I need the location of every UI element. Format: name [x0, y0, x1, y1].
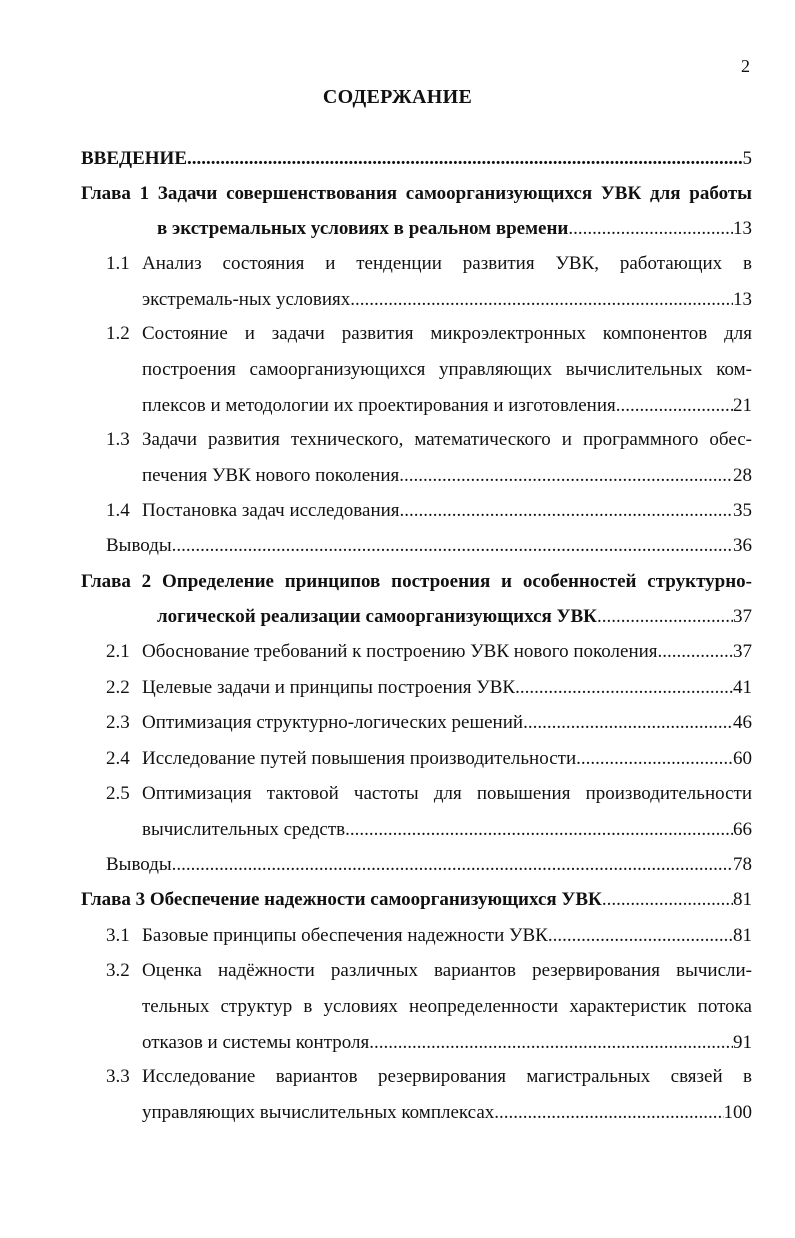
- toc-page-number: 91: [733, 1032, 752, 1053]
- toc-section-3-3: [106, 1059, 752, 1131]
- dot-leader: [399, 458, 733, 494]
- toc-section-1-1: [106, 246, 752, 318]
- toc-section-2-1: [106, 634, 752, 670]
- toc-page-number: 100: [723, 1102, 752, 1123]
- toc-page-number: 37: [733, 606, 752, 627]
- dot-leader: [658, 634, 733, 670]
- dot-leader: [172, 847, 733, 883]
- toc-page-number: 81: [733, 925, 752, 946]
- section-number: 2.4: [106, 748, 130, 769]
- dot-leader: [400, 493, 733, 529]
- toc-entry-text: Глава 3 Обеспечение надежности самоорганизующихся УВК: [81, 889, 602, 910]
- dot-leader: [523, 705, 733, 741]
- toc-entry-text: ВВЕДЕНИЕ: [81, 148, 187, 169]
- page-number: 2: [741, 56, 750, 76]
- toc-entry-text: Постановка задач исследования: [142, 500, 400, 521]
- toc-chapter-1-line1: Глава 1 Задачи совершенствования самоорганизующихся УВК для работы: [81, 183, 752, 204]
- dot-leader: [515, 670, 733, 706]
- toc-section-2-5: [106, 776, 752, 848]
- section-number: 1.4: [106, 500, 130, 521]
- toc-entry-line: Состояние и задачи развития микроэлектронных компонентов для: [142, 323, 752, 344]
- toc-page-number: 5: [742, 148, 752, 169]
- toc-page-number: 60: [733, 748, 752, 769]
- toc-entry-text: плексов и методологии их проектирования и изготовления: [142, 395, 616, 416]
- toc-entry-line: тельных структур в условиях неопределенности характеристик потока: [142, 996, 752, 1017]
- toc-page-number: 21: [733, 395, 752, 416]
- dot-leader: [576, 741, 733, 777]
- toc-chapter-1: [157, 211, 752, 247]
- toc-page-number: 37: [733, 641, 752, 662]
- dot-leader: [597, 599, 733, 635]
- toc-entry-line: Анализ состояния и тенденции развития УВК, работающих в: [142, 253, 752, 274]
- toc-entry-line: Оценка надёжности различных вариантов резервирования вычисли-: [142, 960, 752, 981]
- toc-entry-text: Выводы: [106, 854, 172, 875]
- toc-section-3-1: [106, 918, 752, 954]
- toc-chapter-3: [81, 882, 752, 918]
- toc-entry-text: управляющих вычислительных комплексах: [142, 1102, 495, 1123]
- toc-entry-text: Обоснование требований к построению УВК нового поколения: [142, 641, 658, 662]
- toc-entry-text: Базовые принципы обеспечения надежности УВК: [142, 925, 548, 946]
- section-number: 1.1: [106, 253, 130, 274]
- page-title: СОДЕРЖАНИЕ: [322, 86, 473, 108]
- toc-entry-text: печения УВК нового поколения: [142, 465, 400, 486]
- dot-leader: [616, 388, 733, 424]
- section-number: 2.2: [106, 677, 130, 698]
- toc-entry-line: Исследование вариантов резервирования магистральных связей в: [142, 1066, 752, 1087]
- toc-entry-intro: [81, 141, 752, 177]
- toc-page-number: 36: [733, 535, 752, 556]
- toc-entry-text: логической реализации самоорганизующихся УВК: [157, 606, 597, 627]
- toc-page-number: 66: [733, 819, 752, 840]
- toc-entry-text: Целевые задачи и принципы построения УВК: [142, 677, 516, 698]
- toc-entry-text: Исследование путей повышения производительности: [142, 748, 577, 769]
- section-number: 2.5: [106, 783, 130, 804]
- toc-section-3-2: [106, 953, 752, 1061]
- toc-entry-text: в экстремальных условиях в реальном времени: [157, 218, 569, 239]
- toc-page-number: 13: [733, 289, 752, 310]
- toc-page-number: 78: [733, 854, 752, 875]
- toc-page-number: 81: [733, 889, 752, 910]
- section-number: 3.1: [106, 925, 130, 946]
- section-number: 2.3: [106, 712, 130, 733]
- dot-leader: [350, 282, 733, 318]
- toc-conclusions-2: [106, 847, 752, 883]
- toc-entry-line: Оптимизация тактовой частоты для повышения производительности: [142, 783, 752, 804]
- toc-page-number: 35: [733, 500, 752, 521]
- toc-page-number: 46: [733, 712, 752, 733]
- toc-page-number: 41: [733, 677, 752, 698]
- toc-section-2-4: [106, 741, 752, 777]
- dot-leader: [602, 882, 733, 918]
- toc-section-2-2: [106, 670, 752, 706]
- dot-leader: [548, 918, 733, 954]
- toc-chapter-2: [157, 599, 752, 635]
- toc-section-1-2: [106, 316, 752, 424]
- section-number: 3.2: [106, 960, 130, 981]
- toc-conclusions-1: [106, 528, 752, 564]
- toc-entry-text: вычислительных средств: [142, 819, 346, 840]
- dot-leader: [345, 812, 733, 848]
- toc-entry-line: построения самоорганизующихся управляющих вычислительных ком-: [142, 359, 752, 380]
- dot-leader: [494, 1095, 723, 1131]
- dot-leader: [172, 528, 733, 564]
- toc-entry-line: Задачи развития технического, математического и программного обес-: [142, 429, 752, 450]
- dot-leader: [568, 211, 733, 247]
- section-number: 2.1: [106, 641, 130, 662]
- dot-leader: [187, 141, 743, 177]
- section-number: 3.3: [106, 1066, 130, 1087]
- section-number: 1.2: [106, 323, 130, 344]
- toc-entry-text: экстремаль-ных условиях: [142, 289, 351, 310]
- toc-page-number: 13: [733, 218, 752, 239]
- toc-chapter-2-line1: Глава 2 Определение принципов построения и особенностей структурно-: [81, 571, 752, 592]
- toc-section-2-3: [106, 705, 752, 741]
- toc-entry-text: Выводы: [106, 535, 172, 556]
- dot-leader: [369, 1025, 733, 1061]
- toc-page-number: 28: [733, 465, 752, 486]
- section-number: 1.3: [106, 429, 130, 450]
- toc-entry-text: отказов и системы контроля: [142, 1032, 370, 1053]
- toc-section-1-4: [106, 493, 752, 529]
- toc-entry-text: Оптимизация структурно-логических решений: [142, 712, 524, 733]
- toc-section-1-3: [106, 422, 752, 494]
